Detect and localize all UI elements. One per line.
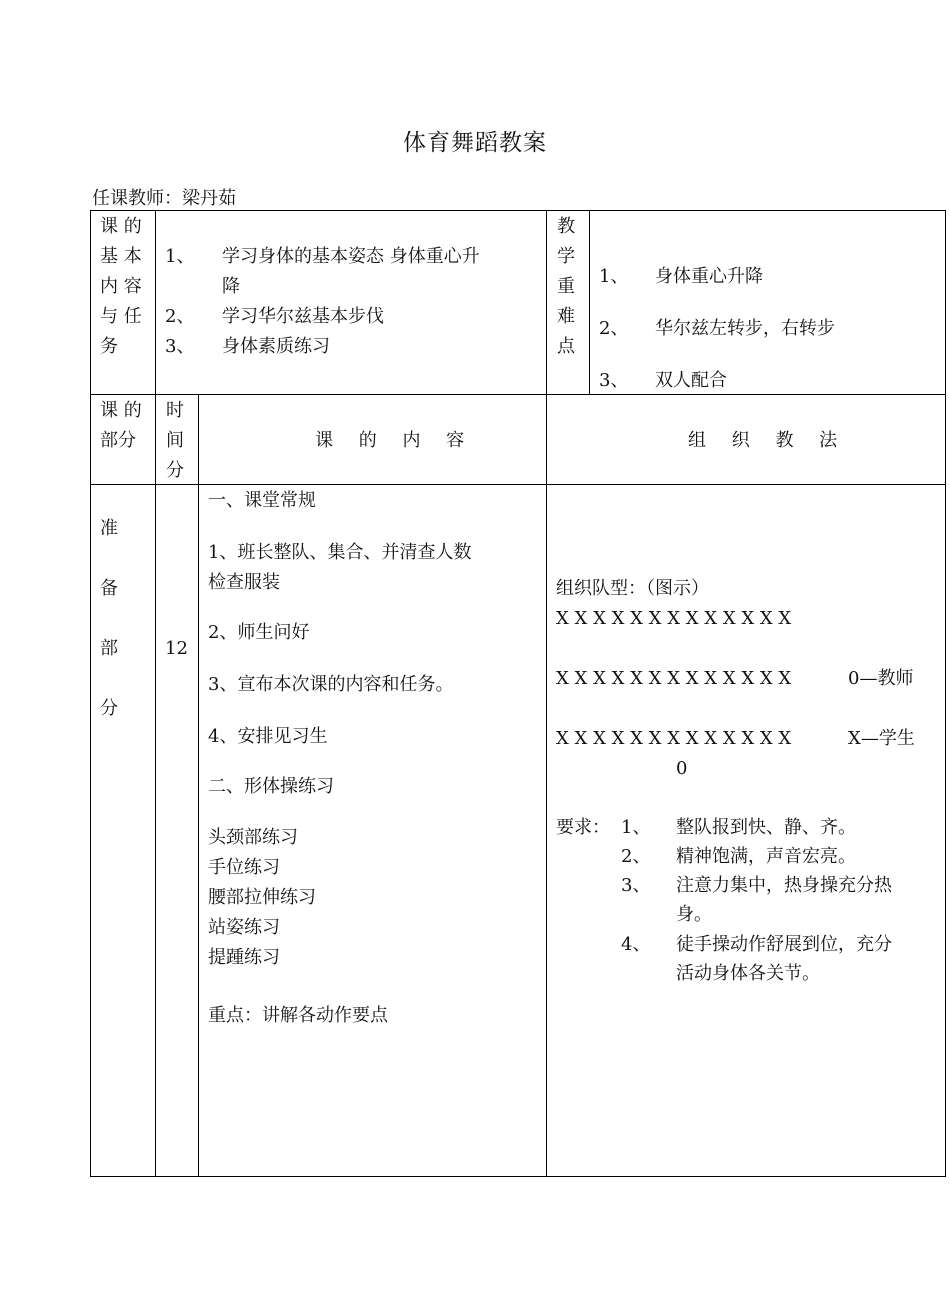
- label-line: 教: [557, 216, 575, 237]
- content-line: 一、课堂常规: [208, 490, 316, 511]
- table-rule-2: [90, 484, 946, 485]
- prep-time: 12: [165, 638, 188, 659]
- formation-row: X X X X X X X X X X X X X: [556, 728, 792, 749]
- content-line: 腰部拉伸练习: [208, 887, 316, 908]
- part-char: 部: [100, 638, 118, 659]
- table-border-left: [90, 210, 91, 1177]
- list-text: 身体重心升降: [655, 266, 763, 287]
- list-text: 降: [222, 276, 240, 297]
- header-method: 组 织 教 法: [688, 430, 848, 451]
- list-text: 学习身体的基本姿态 身体重心升: [222, 246, 480, 267]
- content-line: 站姿练习: [208, 917, 280, 938]
- list-text: 双人配合: [655, 370, 727, 391]
- label-line: 基 本: [100, 246, 142, 267]
- list-number: 3、: [165, 336, 195, 357]
- list-number: 3、: [599, 370, 629, 391]
- label-line: 务: [100, 336, 118, 357]
- requirement-number: 1、: [621, 817, 651, 838]
- label-line: 点: [557, 336, 575, 357]
- list-number: 1、: [599, 266, 629, 287]
- legend-student: X—学生: [848, 728, 915, 749]
- table-col-time: [198, 394, 199, 1177]
- label-line: 课 的: [100, 216, 142, 237]
- header-time: 时: [166, 400, 184, 421]
- content-line: 检查服装: [208, 572, 280, 593]
- content-line: 提踵练习: [208, 947, 280, 968]
- requirements-label: 要求：: [556, 817, 610, 838]
- table-border-top: [90, 210, 946, 211]
- list-text: 学习华尔兹基本步伐: [222, 306, 384, 327]
- requirement-text: 活动身体各关节。: [676, 963, 820, 984]
- part-char: 分: [100, 698, 118, 719]
- requirement-text: 徒手操动作舒展到位，充分: [676, 934, 892, 955]
- table-border-right: [945, 210, 946, 1177]
- list-number: 2、: [165, 306, 195, 327]
- label-line: 难: [557, 306, 575, 327]
- header-content: 课 的 内 容: [315, 430, 475, 451]
- requirement-text: 整队报到快、静、齐。: [676, 817, 856, 838]
- part-char: 准: [100, 518, 118, 539]
- header-part: 部分: [100, 430, 136, 451]
- table-rule-1: [90, 394, 946, 395]
- label-line: 重: [557, 276, 575, 297]
- table-col-part: [155, 210, 156, 1177]
- content-line: 4、安排见习生: [208, 726, 328, 747]
- part-char: 备: [100, 578, 118, 599]
- table-col-key: [589, 210, 590, 394]
- table-border-bottom: [90, 1176, 946, 1177]
- table-col-method: [546, 210, 547, 1177]
- teacher-line: 任课教师：梁丹茹: [92, 188, 236, 209]
- legend-teacher: 0—教师: [848, 668, 914, 689]
- requirement-text: 精神饱满，声音宏亮。: [676, 846, 856, 867]
- label-line: 学: [557, 246, 575, 267]
- content-line: 1、班长整队、集合、并清查人数: [208, 542, 472, 563]
- list-number: 1、: [165, 246, 195, 267]
- header-time: 分: [166, 460, 184, 481]
- document-title: 体育舞蹈教案: [403, 130, 547, 156]
- content-line: 2、师生问好: [208, 622, 310, 643]
- label-line: 与 任: [100, 306, 142, 327]
- content-line: 重点：讲解各动作要点: [208, 1005, 388, 1026]
- requirement-number: 2、: [621, 846, 651, 867]
- requirement-number: 3、: [621, 875, 651, 896]
- label-line: 内 容: [100, 276, 142, 297]
- requirement-text: 身。: [676, 904, 712, 925]
- header-time: 间: [166, 430, 184, 451]
- formation-row: X X X X X X X X X X X X X: [556, 668, 792, 689]
- list-text: 华尔兹左转步，右转步: [655, 318, 835, 339]
- formation-title: 组织队型：（图示）: [556, 578, 709, 599]
- content-line: 二、形体操练习: [208, 776, 334, 797]
- content-line: 手位练习: [208, 857, 280, 878]
- teacher-marker: 0: [676, 758, 688, 779]
- formation-row: X X X X X X X X X X X X X: [556, 608, 792, 629]
- requirement-text: 注意力集中，热身操充分热: [676, 875, 892, 896]
- content-line: 头颈部练习: [208, 827, 298, 848]
- list-number: 2、: [599, 318, 629, 339]
- header-part: 课 的: [100, 400, 142, 421]
- content-line: 3、宣布本次课的内容和任务。: [208, 674, 454, 695]
- list-text: 身体素质练习: [222, 336, 330, 357]
- requirement-number: 4、: [621, 934, 651, 955]
